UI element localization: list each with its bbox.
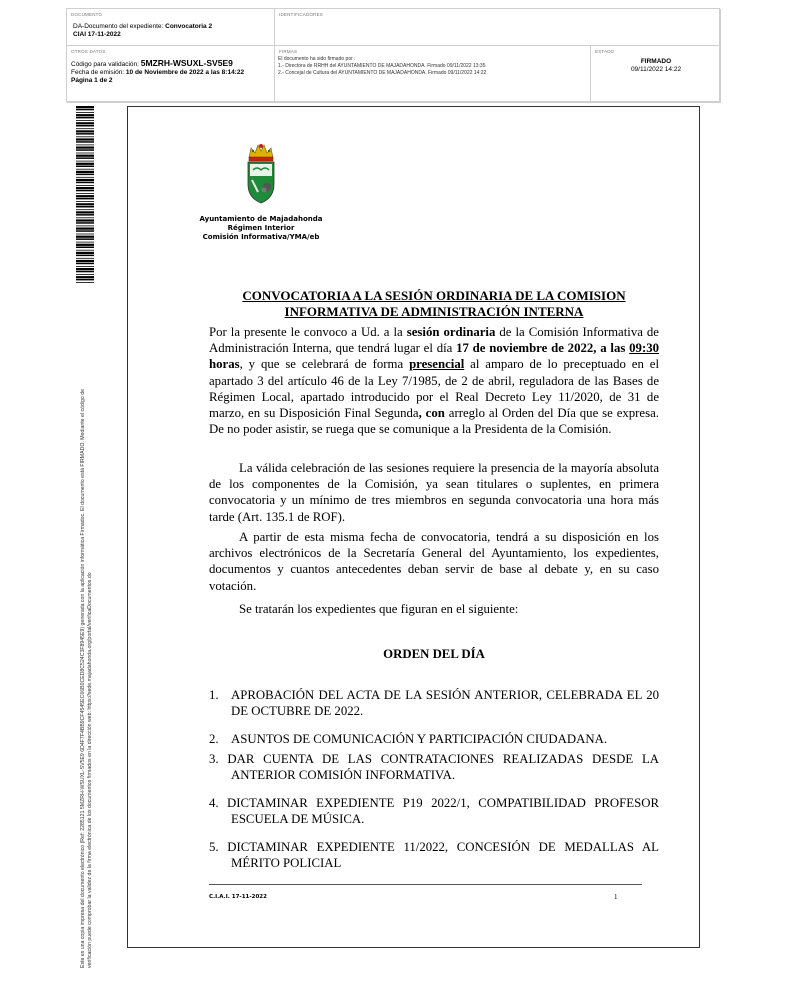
p1-date: 17 de noviembre de 2022, a las xyxy=(456,341,630,356)
paragraph-2: La válida celebración de las sesiones requiere la presencia de la mayoría absoluta de los componentes de la Comisión, ya sean titulares o suplentes, en primera convocatoria y un mínimo de tres miembros en segunda convocatoria una hora más tarde (Art. 135.1 de ROF). xyxy=(209,461,659,524)
document-header-box xyxy=(66,8,720,102)
letterhead-line2: Régimen Interior xyxy=(227,224,295,232)
documento-line1-name: Convocatoria 2 xyxy=(165,23,213,30)
documento-label: DOCUMENTO xyxy=(71,12,103,17)
otros-label: OTROS DATOS xyxy=(71,49,106,54)
agenda-item xyxy=(209,687,659,719)
p1-sesion-ordinaria: sesión ordinaria xyxy=(406,325,496,339)
letterhead-line3: Comisión Informativa/YMA/eb xyxy=(202,233,320,241)
agenda-item-text: 5. DICTAMINAR EXPEDIENTE 11/2022, CONCESIÓN DE MEDALLAS AL MÉRITO POLICIAL xyxy=(209,840,659,871)
side-verification-text xyxy=(80,298,93,968)
agenda-item-text: 4. DICTAMINAR EXPEDIENTE P19 2022/1, COMPATIBILIDAD PROFESOR ESCUELA DE MÚSICA. xyxy=(209,796,659,827)
p1-text-c: de la Comisión Informativa de Administración Interna, que tendrá lugar el día xyxy=(209,325,659,356)
p1-time: 09:30 xyxy=(629,341,659,356)
firmas-cell xyxy=(275,46,591,103)
otros-datos-cell xyxy=(67,46,275,103)
paragraph-1 xyxy=(209,324,659,437)
p1-text-k: arreglo al Orden del Día que se expresa. De no poder asistir, se ruega que se comunique a la Presidenta de la Comisión. xyxy=(209,406,659,437)
side-text-line1: Este es una copia impresa del documento electrónico (Ref: 2285121 5MZRH-WSUXL-SV5E9 6D4F7F4BB9CF4545EC66B0CED8C524C3F8945E9) generada con la aplicación informática Firmadoc. El documento está FIRMADO. Mediante el código de xyxy=(80,389,86,968)
documento-line1 xyxy=(73,23,212,31)
barcode-icon xyxy=(76,106,94,284)
estado-value: FIRMADO xyxy=(640,58,672,65)
document-title: CONVOCATORIA A LA SESIÓN ORDINARIA DE LA COMISION INFORMATIVA DE ADMINISTRACIÓN INTERNA xyxy=(242,288,626,319)
estado-cell xyxy=(591,46,721,103)
documento-line2: CIAI 17-11-2022 xyxy=(73,31,121,38)
firma-1: 1.- Directora de RRHH del AYUNTAMIENTO DE MAJADAHONDA. Firmado 09/11/2022 13:35 xyxy=(278,63,486,69)
p1-con: , con xyxy=(418,406,445,421)
side-text-line2: verificación puede comprobar la validez de la firma electrónica de los documentos firmados en la dirección web: https://sede.majadahonda.org/portal/verificaDocumentos.do xyxy=(87,572,93,968)
p1-text-a: Por la presente le convoco a Ud. a la xyxy=(209,325,407,339)
paragraph-4: Se tratarán los expedientes que figuran en el siguiente: xyxy=(239,602,519,616)
agenda-item-number: 2. xyxy=(209,732,219,746)
agenda-item xyxy=(209,839,659,871)
orden-del-dia-heading: ORDEN DEL DÍA xyxy=(383,647,485,661)
codigo-value: 5MZRH-WSUXL-SV5E9 xyxy=(140,58,233,68)
paragraph-3: A partir de esta misma fecha de convocatoria, tendrá a su disposición en los archivos electrónicos de la Secretaría General del Ayuntamiento, los expedientes, documentos y cuantos antecedentes deban servir de base al debate y, en su caso votación. xyxy=(209,530,659,593)
p1-presencial: presencial xyxy=(409,357,465,372)
estado-label: ESTADO xyxy=(595,49,615,54)
firmas-label: FIRMAS xyxy=(279,49,298,54)
agenda-item-text: APROBACIÓN DEL ACTA DE LA SESIÓN ANTERIOR, CELEBRADA EL 20 DE OCTUBRE DE 2022. xyxy=(231,688,659,719)
firma-2: 2.- Concejal de Cultura del AYUNTAMIENTO DE MAJADAHONDA. Firmado 09/11/2022 14:22 xyxy=(278,70,487,76)
agenda-item-text: 3. DAR CUENTA DE LAS CONTRATACIONES REALIZADAS DESDE LA ANTERIOR COMISIÓN INFORMATIVA. xyxy=(209,752,659,783)
agenda-item xyxy=(209,795,659,827)
fecha-emision xyxy=(71,69,244,77)
page-number: 1 xyxy=(614,893,618,901)
estado-fecha: 09/11/2022 14:22 xyxy=(630,66,682,73)
agenda-item-number: 1. xyxy=(209,688,219,702)
footer-reference: C.I.A.I. 17-11-2022 xyxy=(209,894,267,900)
agenda-item xyxy=(209,751,659,783)
agenda-item-text: ASUNTOS DE COMUNICACIÓN Y PARTICIPACIÓN CIUDADANA. xyxy=(231,732,608,746)
fecha-prefix: Fecha de emisión: xyxy=(71,69,126,76)
letterhead-line1: Ayuntamiento de Majadahonda xyxy=(199,215,323,223)
identificadores-cell xyxy=(275,9,721,46)
documento-cell xyxy=(67,9,275,46)
identificadores-label: IDENTIFICADORES xyxy=(279,12,324,17)
document-page xyxy=(127,106,700,948)
agenda-item xyxy=(209,731,659,747)
p1-horas: horas xyxy=(209,357,240,372)
documento-line1-prefix: DA-Documento del expediente: xyxy=(73,23,166,30)
codigo-validacion xyxy=(71,59,244,69)
letterhead xyxy=(194,215,328,242)
footer-divider xyxy=(209,884,642,885)
codigo-prefix: Código para validación: xyxy=(71,61,141,68)
coat-of-arms-icon xyxy=(241,140,281,206)
p1-text-i: al amparo de lo preceptuado en el apartado 3 del artículo 46 de la Ley 7/1985, de 2 de abril, reguladora de las Bases de Régimen Local, apartado introducido por el Real Decreto Ley 11/2020, de 31 de marzo, en su Disposición Final Segunda xyxy=(209,357,659,421)
firmas-intro: El documento ha sido firmado por : xyxy=(278,56,356,62)
pagina-indicator: Página 1 de 2 xyxy=(71,77,113,84)
fecha-value: 10 de Noviembre de 2022 a las 8:14:22 xyxy=(125,69,245,76)
p1-text-g: , y que se celebrará de forma xyxy=(239,357,410,372)
